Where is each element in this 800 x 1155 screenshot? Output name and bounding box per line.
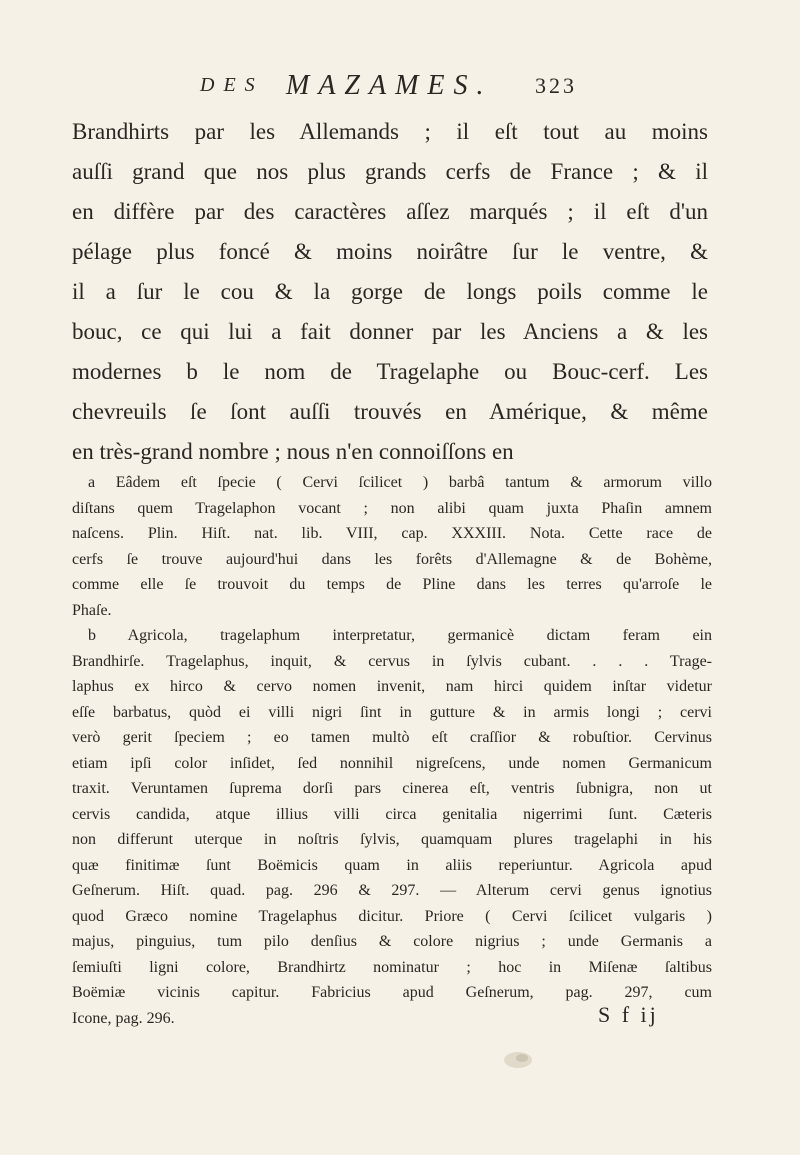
footnote-line: Icone, pag. 296. <box>72 1009 175 1027</box>
running-head-word-1: DES <box>200 74 264 96</box>
body-line: auſſi grand que nos plus grands cerfs de France ; & il <box>72 159 708 184</box>
running-head-word-2: MAZAMES. <box>286 70 493 101</box>
footnote-line: laphus ex hirco & cervo nomen invenit, nam hirci quidem inſtar videtur <box>72 678 712 695</box>
footnote-b <box>72 623 712 1031</box>
footnote-line: majus, pinguius, tum pilo denſius & colore nigrius ; unde Germanis a <box>72 933 712 950</box>
footnote-line: Phaſe. <box>72 601 112 619</box>
footnote-line: Brandhirſe. Tragelaphus, inquit, & cervus in ſylvis cubant. . . . Trage- <box>72 652 712 670</box>
footnote-line: quæ finitimæ ſunt Boëmicis quam in aliis reperiuntur. Agricola apud <box>72 856 712 874</box>
footnote-line: quod Græco nomine Tragelaphus dicitur. Priore ( Cervi ſcilicet vulgaris ) <box>72 907 712 925</box>
signature-mark: S f ij <box>598 1002 659 1027</box>
ink-stain <box>498 1046 538 1074</box>
footnote-line: traxit. Veruntamen ſuprema dorſi pars cinerea eſt, ventris ſubnigra, non ut <box>72 780 712 797</box>
body-line: pélage plus foncé & moins noirâtre ſur le ventre, & <box>72 239 708 264</box>
footnote-line: naſcens. Plin. Hiſt. nat. lib. VIII, cap. XXXIII. Nota. Cette race de <box>72 525 712 542</box>
body-line: en très-grand nombre ; nous n'en connoiſſons en <box>72 439 514 464</box>
page-number: 323 <box>535 73 577 98</box>
footnote-line: a Eâdem eſt ſpecie ( Cervi ſcilicet ) barbâ tantum & armorum villo <box>88 474 712 491</box>
footnote-line: non differunt uterque in noſtris ſylvis, quamquam plures tragelaphi in his <box>72 831 712 848</box>
running-head <box>200 72 590 102</box>
footnote-line: cervis candida, atque illius villi circa genitalia nigerrimi ſunt. Cæteris <box>72 805 712 823</box>
footnote-line: etiam ipſi color inſidet, ſed nonnihil nigreſcens, unde nomen Germanicum <box>72 754 712 772</box>
footnote-line: ſemiuſti ligni colore, Brandhirtz nominatur ; hoc in Miſenæ ſaltibus <box>72 958 712 976</box>
footnote-a <box>72 470 712 623</box>
footnote-line: diſtans quem Tragelaphon vocant ; non alibi quam juxta Phaſin amnem <box>72 499 712 517</box>
footnote-line: eſſe barbatus, quòd ei villi nigri ſint in gutture & in armis longi ; cervi <box>72 703 712 721</box>
footnote-line: b Agricola, tragelaphum interpretatur, germanicè dictam feram ein <box>88 627 712 644</box>
footnote-line: cerfs ſe trouve aujourd'hui dans les forêts d'Allemagne & de Bohème, <box>72 550 712 568</box>
footnote-line: comme elle ſe trouvoit du temps de Pline dans les terres qu'arroſe le <box>72 576 712 593</box>
body-line: Brandhirts par les Allemands ; il eſt tout au moins <box>72 119 708 144</box>
main-paragraph <box>72 112 708 472</box>
body-line: en diffère par des caractères aſſez marqués ; il eſt d'un <box>72 199 708 224</box>
body-line: bouc, ce qui lui a fait donner par les Anciens a & les <box>72 319 708 344</box>
body-line: il a ſur le cou & la gorge de longs poils comme le <box>72 279 708 304</box>
footnote-line: Boëmiæ vicinis capitur. Fabricius apud Geſnerum, pag. 297, cum <box>72 984 712 1001</box>
body-line: modernes b le nom de Tragelaphe ou Bouc-cerf. Les <box>72 359 708 384</box>
footnote-line: Geſnerum. Hiſt. quad. pag. 296 & 297. — Alterum cervi genus ignotius <box>72 882 712 899</box>
body-line: chevreuils ſe ſont auſſi trouvés en Amérique, & même <box>72 399 708 424</box>
footnote-line: verò gerit ſpeciem ; eo tamen multò eſt craſſior & robuſtior. Cervinus <box>72 729 712 746</box>
footnotes <box>72 470 712 1031</box>
